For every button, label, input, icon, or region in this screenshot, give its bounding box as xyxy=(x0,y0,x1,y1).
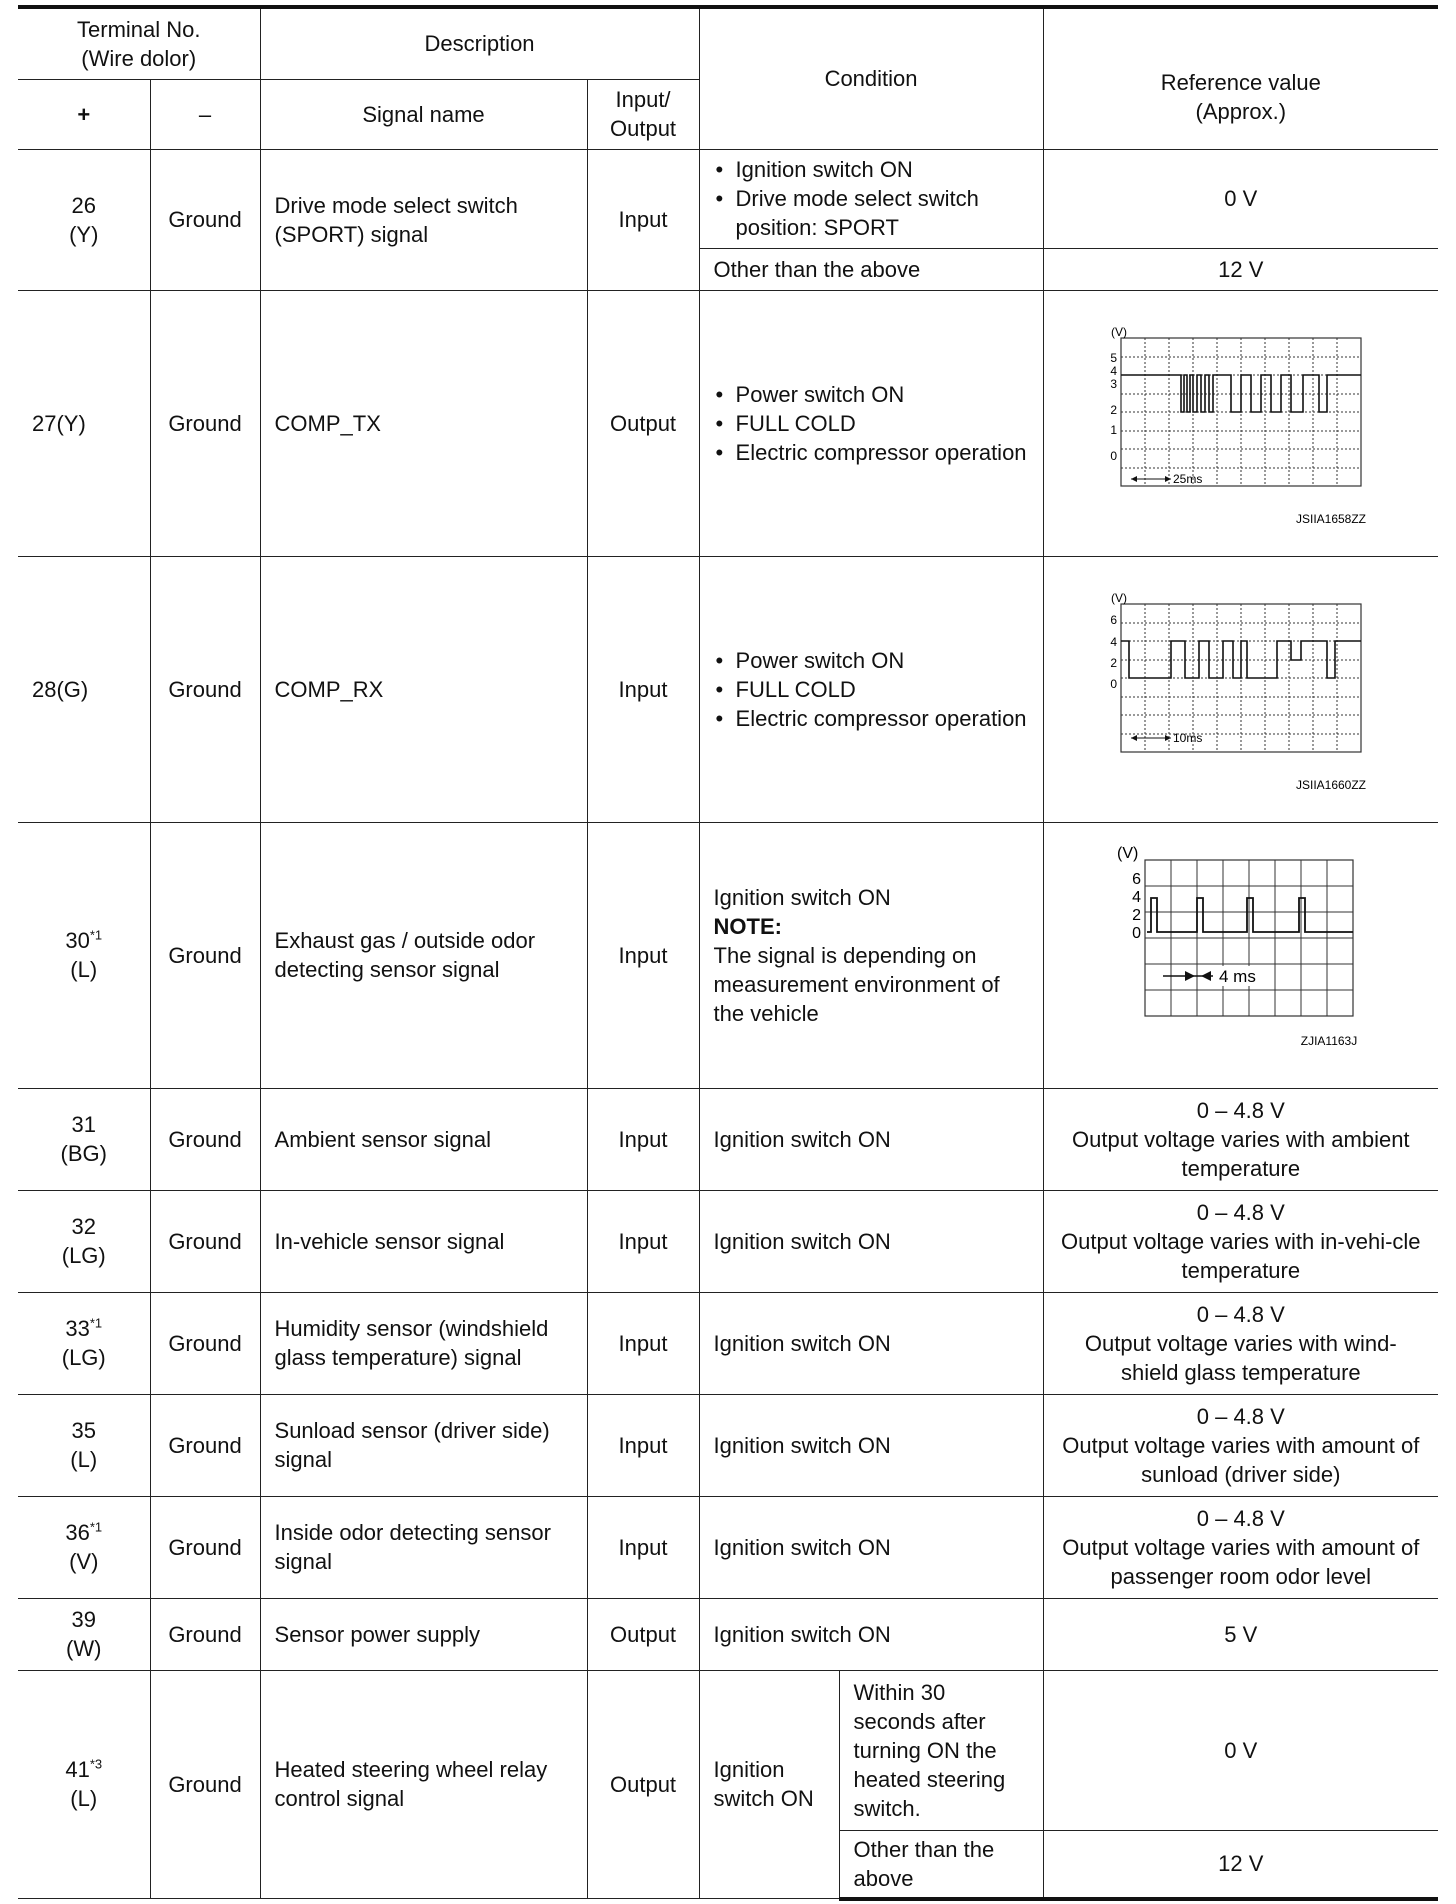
figure-id: ZJIA1163J xyxy=(1300,1034,1358,1048)
condition: Ignition switch ON xyxy=(699,1292,1043,1394)
signal-name: Inside odor detecting sensor signal xyxy=(260,1496,587,1598)
note-label: NOTE: xyxy=(713,913,782,939)
table-row xyxy=(18,1598,1438,1670)
value-range: 0 – 4.8 V xyxy=(1196,1403,1285,1429)
terminal-number: 27(Y) xyxy=(18,290,150,556)
reference-value: 12 V xyxy=(1043,1830,1438,1899)
input-output: Input xyxy=(587,822,699,1088)
waveform-trace xyxy=(1147,898,1353,932)
reference-value: 5 V xyxy=(1043,1598,1438,1670)
reference-value xyxy=(1043,290,1438,556)
condition: Ignition switch ON xyxy=(699,1598,1043,1670)
footnote-marker: *1 xyxy=(89,1315,103,1331)
input-output: Output xyxy=(587,1598,699,1670)
ground-terminal: Ground xyxy=(150,1496,260,1598)
table-row xyxy=(18,1088,1438,1190)
terminal-number: 31 (BG) xyxy=(18,1088,150,1190)
table-row xyxy=(18,149,1438,248)
terminal-number: 28(G) xyxy=(18,556,150,822)
reference-value xyxy=(1043,822,1438,1088)
terminal-no-header: Terminal No. (Wire dolor) xyxy=(18,7,260,79)
ground-terminal: Ground xyxy=(150,1598,260,1670)
input-output: Input xyxy=(587,556,699,822)
reference-value-header: Reference value (Approx.) xyxy=(1043,7,1438,149)
signal-name: Exhaust gas / outside odor detecting sensor signal xyxy=(260,822,587,1088)
input-output: Input xyxy=(587,1496,699,1598)
condition xyxy=(699,556,1043,822)
axis-tick: 4 xyxy=(1131,889,1141,906)
note-text: The signal is depending on measurement environment of the vehicle xyxy=(713,942,1000,1026)
input-output: Input xyxy=(587,149,699,290)
ground-terminal: Ground xyxy=(150,1088,260,1190)
condition xyxy=(699,822,1043,1088)
terminal-num: 41 xyxy=(65,1757,90,1783)
ground-terminal: Ground xyxy=(150,149,260,290)
axis-tick: 4 xyxy=(1110,635,1117,649)
table-row xyxy=(18,1496,1438,1598)
sub-condition: Other than the above xyxy=(839,1830,1043,1899)
condition: Ignition switch ON xyxy=(699,1670,839,1899)
reference-value xyxy=(1043,556,1438,822)
value-range: 0 – 4.8 V xyxy=(1196,1505,1285,1531)
axis-unit: (V) xyxy=(1110,325,1127,339)
condition-header: Condition xyxy=(699,7,1043,149)
footnote-marker: *3 xyxy=(89,1756,103,1772)
wire-color: (L) xyxy=(70,1786,98,1812)
reference-value xyxy=(1043,1190,1438,1292)
comp-rx-waveform xyxy=(1091,574,1391,804)
wire-color: (LG) xyxy=(61,1345,106,1370)
time-scale-label: 25ms xyxy=(1172,472,1203,486)
table-row xyxy=(18,1670,1438,1830)
condition-item: • Ignition switch ON xyxy=(714,155,1029,184)
reference-value: 0 V xyxy=(1043,149,1438,248)
condition-item: • Electric compressor operation xyxy=(714,704,1029,733)
axis-tick: 2 xyxy=(1131,907,1141,924)
signal-name: Humidity sensor (windshield glass temperature) signal xyxy=(260,1292,587,1394)
axis-unit: (V) xyxy=(1110,591,1127,605)
condition-item: • FULL COLD xyxy=(714,675,1029,704)
condition xyxy=(699,290,1043,556)
terminal-reference-table xyxy=(18,5,1438,1901)
description-header: Description xyxy=(260,7,699,79)
axis-tick: 3 xyxy=(1110,377,1117,391)
condition-item: • FULL COLD xyxy=(714,409,1029,438)
input-output: Input xyxy=(587,1190,699,1292)
terminal-number: 35 (L) xyxy=(18,1394,150,1496)
reference-value xyxy=(1043,1496,1438,1598)
value-description: Output voltage varies with wind-shield glass temperature xyxy=(1084,1330,1397,1385)
ground-terminal: Ground xyxy=(150,822,260,1088)
signal-name: Ambient sensor signal xyxy=(260,1088,587,1190)
wire-color: (V) xyxy=(69,1549,99,1574)
reference-value xyxy=(1043,1292,1438,1394)
axis-tick: 0 xyxy=(1110,677,1117,691)
axis-tick: 4 xyxy=(1110,364,1117,378)
input-output: Input xyxy=(587,1292,699,1394)
axis-tick: 0 xyxy=(1110,449,1117,463)
terminal-number xyxy=(18,1496,150,1598)
condition: Ignition switch ON xyxy=(699,1496,1043,1598)
table-row xyxy=(18,290,1438,556)
footnote-marker: *1 xyxy=(89,1519,103,1535)
condition-line: Ignition switch ON xyxy=(713,884,891,910)
signal-name: COMP_TX xyxy=(260,290,587,556)
condition-item: • Electric compressor operation xyxy=(714,438,1029,467)
odor-sensor-waveform xyxy=(1091,840,1391,1070)
table-row xyxy=(18,556,1438,822)
terminal-number xyxy=(18,1292,150,1394)
axis-tick: 5 xyxy=(1110,351,1117,365)
axis-tick: 2 xyxy=(1110,403,1117,417)
terminal-number: 26 (Y) xyxy=(18,149,150,290)
signal-name-header: Signal name xyxy=(260,79,587,149)
axis-tick: 2 xyxy=(1110,656,1117,670)
condition: Ignition switch ON xyxy=(699,1088,1043,1190)
condition: Ignition switch ON xyxy=(699,1394,1043,1496)
ground-terminal: Ground xyxy=(150,1292,260,1394)
signal-name: COMP_RX xyxy=(260,556,587,822)
axis-unit: (V) xyxy=(1116,845,1139,862)
reference-value: 12 V xyxy=(1043,248,1438,290)
value-description: Output voltage varies with amount of passenger room odor level xyxy=(1062,1534,1420,1589)
minus-header: – xyxy=(150,79,260,149)
figure-id: JSIIA1660ZZ xyxy=(1295,778,1366,792)
ground-terminal: Ground xyxy=(150,556,260,822)
value-description: Output voltage varies with ambient temperature xyxy=(1072,1126,1410,1181)
terminal-num: 30 xyxy=(65,928,90,953)
value-description: Output voltage varies with in-vehi-cle temperature xyxy=(1061,1228,1421,1283)
terminal-number: 32 (LG) xyxy=(18,1190,150,1292)
value-range: 0 – 4.8 V xyxy=(1196,1097,1285,1123)
comp-tx-waveform xyxy=(1091,308,1391,538)
axis-tick: 0 xyxy=(1131,925,1141,942)
ground-terminal: Ground xyxy=(150,1190,260,1292)
plus-header: + xyxy=(18,79,150,149)
condition: Ignition switch ON xyxy=(699,1190,1043,1292)
reference-value: 0 V xyxy=(1043,1670,1438,1830)
input-output: Input xyxy=(587,1394,699,1496)
condition-item: • Power switch ON xyxy=(714,646,1029,675)
terminal-num: 36 xyxy=(65,1520,90,1545)
time-scale-label: 10ms xyxy=(1172,731,1203,745)
signal-name: Sensor power supply xyxy=(260,1598,587,1670)
input-output: Output xyxy=(587,1670,699,1899)
axis-tick: 1 xyxy=(1110,423,1117,437)
wire-color: (L) xyxy=(70,957,98,982)
value-description: Output voltage varies with amount of sunload (driver side) xyxy=(1062,1432,1420,1487)
terminal-num: 33 xyxy=(65,1316,90,1341)
condition: Other than the above xyxy=(699,248,1043,290)
signal-name: Sunload sensor (driver side) signal xyxy=(260,1394,587,1496)
axis-tick: 6 xyxy=(1110,613,1117,627)
table-row xyxy=(18,1190,1438,1292)
terminal-number xyxy=(18,1670,150,1899)
sub-condition: Within 30 seconds after turning ON the heated steering switch. xyxy=(839,1670,1043,1830)
ground-terminal: Ground xyxy=(150,290,260,556)
input-output: Input xyxy=(587,1088,699,1190)
ground-terminal: Ground xyxy=(150,1394,260,1496)
signal-name: In-vehicle sensor signal xyxy=(260,1190,587,1292)
time-scale-label: 4 ms xyxy=(1218,967,1256,986)
reference-value xyxy=(1043,1394,1438,1496)
condition xyxy=(699,149,1043,248)
terminal-number xyxy=(18,822,150,1088)
value-range: 0 – 4.8 V xyxy=(1196,1301,1285,1327)
ground-terminal: Ground xyxy=(150,1670,260,1899)
signal-name: Heated steering wheel relay control signal xyxy=(260,1670,587,1899)
condition-item: • Power switch ON xyxy=(714,380,1029,409)
condition-item: • Drive mode select switch position: SPORT xyxy=(714,184,1029,242)
table-row xyxy=(18,822,1438,1088)
axis-tick: 6 xyxy=(1131,871,1141,888)
figure-id: JSIIA1658ZZ xyxy=(1295,512,1366,526)
value-range: 0 – 4.8 V xyxy=(1196,1199,1285,1225)
input-output: Output xyxy=(587,290,699,556)
table-row xyxy=(18,1394,1438,1496)
input-output-header: Input/ Output xyxy=(587,79,699,149)
signal-name: Drive mode select switch (SPORT) signal xyxy=(260,149,587,290)
footnote-marker: *1 xyxy=(89,927,103,943)
terminal-number: 39 (W) xyxy=(18,1598,150,1670)
table-row xyxy=(18,1292,1438,1394)
reference-value xyxy=(1043,1088,1438,1190)
